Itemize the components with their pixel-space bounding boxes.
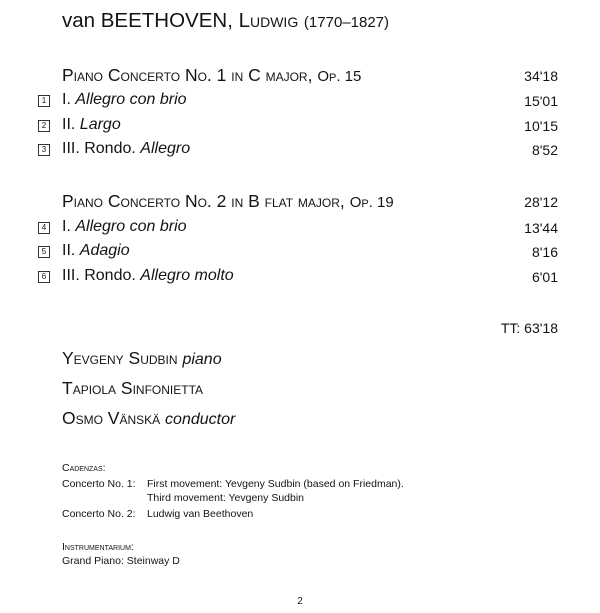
performer-role: piano: [182, 351, 222, 368]
page-number: 2: [297, 596, 303, 607]
movement-tempo: Largo: [79, 116, 121, 133]
track-title: [62, 115, 121, 135]
track-title: [62, 139, 190, 159]
work-opus: Op. 19: [349, 194, 394, 211]
performer-name: Yevgeny Sudbin: [62, 348, 178, 368]
track-duration: 8'52: [531, 142, 558, 158]
track-number-icon: 2: [38, 120, 50, 132]
movement-number: I.: [62, 218, 71, 235]
performer-soloist: [62, 347, 222, 371]
track-number-icon: 5: [38, 246, 50, 258]
work-duration: 34'18: [524, 68, 558, 84]
movement-number: III. Rondo.: [62, 267, 136, 284]
track-duration: 6'01: [531, 269, 558, 285]
movement-number: II.: [62, 116, 76, 133]
movement-tempo: Allegro con brio: [75, 218, 187, 235]
track-title: [62, 217, 187, 237]
cadenza-value: First movement: Yevgeny Sudbin (based on Friedman).: [147, 478, 404, 490]
cadenza-label: Concerto No. 2:: [62, 508, 136, 520]
cadenza-value: Ludwig van Beethoven: [147, 508, 254, 520]
performer-role: conductor: [165, 411, 236, 428]
movement-number: I.: [62, 91, 71, 108]
work-opus: Op. 15: [317, 68, 362, 85]
track-title: [62, 266, 234, 286]
track-title: [62, 241, 130, 261]
cadenza-label: Concerto No. 1:: [62, 478, 136, 490]
track-duration: 8'16: [531, 244, 558, 260]
track-duration: 13'44: [524, 220, 558, 236]
track-number-icon: 1: [38, 95, 50, 107]
total-time: TT: 63'18: [500, 320, 558, 336]
performer-name: Tapiola Sinfonietta: [62, 378, 204, 398]
composer-surname: van BEETHOVEN,: [62, 9, 233, 32]
track-duration: 10'15: [524, 118, 558, 134]
performer-name: Osmo Vänskä: [62, 408, 161, 428]
work-title-concerto-2: [62, 190, 394, 214]
track-title: [62, 90, 187, 110]
track-duration: 15'01: [524, 93, 558, 109]
track-number-icon: 6: [38, 271, 50, 283]
movement-tempo: Allegro: [140, 140, 191, 157]
cadenza-value: Third movement: Yevgeny Sudbin: [147, 492, 305, 504]
movement-tempo: Adagio: [79, 242, 130, 259]
movement-tempo: Allegro molto: [140, 267, 234, 284]
performer-orchestra: [62, 377, 203, 399]
composer-heading: [62, 8, 389, 36]
work-title-concerto-1: [62, 64, 361, 88]
composer-forename: Ludwig: [238, 9, 299, 32]
instrumentarium-value: Grand Piano: Steinway D: [62, 555, 180, 567]
cadenzas-heading: Cadenzas:: [62, 462, 106, 474]
work-title: Piano Concerto No. 1 in C major,: [62, 65, 313, 85]
track-number-icon: 4: [38, 222, 50, 234]
track-number-icon: 3: [38, 144, 50, 156]
movement-tempo: Allegro con brio: [75, 91, 187, 108]
movement-number: II.: [62, 242, 76, 259]
work-title: Piano Concerto No. 2 in B flat major,: [62, 191, 345, 211]
instrumentarium-heading: Instrumentarium:: [62, 541, 134, 553]
work-duration: 28'12: [524, 194, 558, 210]
movement-number: III. Rondo.: [62, 140, 136, 157]
composer-dates: (1770–1827): [303, 14, 389, 31]
performer-conductor: [62, 407, 235, 431]
